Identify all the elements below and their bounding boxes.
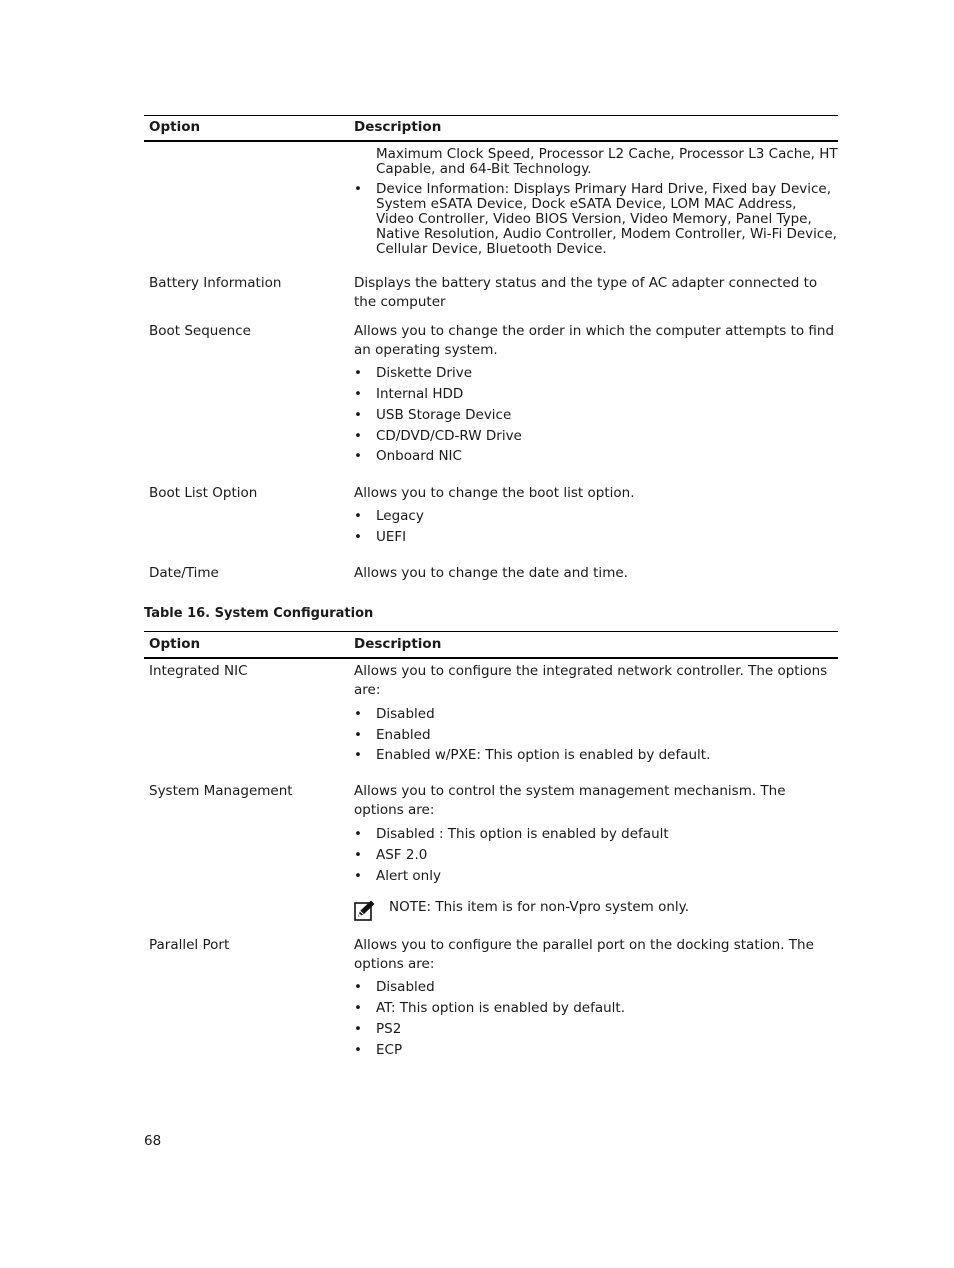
list-item: Disabled — [376, 979, 435, 995]
list-item: Enabled — [376, 727, 431, 743]
list-item: UEFI — [376, 529, 407, 545]
column-header-description: Description — [354, 636, 442, 652]
column-header-description: Description — [354, 119, 442, 135]
option-battery-information: Battery Information — [149, 275, 282, 291]
description-boot-sequence: Allows you to change the order in which the computer attempts to find an operating system. — [354, 323, 835, 358]
note — [389, 898, 689, 917]
option-parallel-port: Parallel Port — [149, 937, 230, 953]
list-item: Disabled : This option is enabled by default — [376, 826, 669, 842]
list-item: Legacy — [376, 508, 424, 524]
note-text: This item is for non-Vpro system only. — [435, 899, 690, 915]
bullet-icon: • — [354, 847, 362, 863]
table-top-rule — [144, 115, 838, 116]
table-caption: Table 16. System Configuration — [144, 606, 374, 621]
list-item: USB Storage Device — [376, 407, 512, 423]
bullet-icon: • — [354, 1042, 362, 1058]
header-bottom-rule — [144, 140, 838, 142]
bullet-icon: • — [354, 826, 362, 842]
bullet-icon: • — [354, 407, 362, 423]
list-item: CD/DVD/CD-RW Drive — [376, 428, 522, 444]
description-parallel-port: Allows you to configure the parallel port on the docking station. The options are: — [354, 937, 814, 972]
header-bottom-rule — [144, 657, 838, 659]
option-system-management: System Management — [149, 783, 293, 799]
option-date-time: Date/Time — [149, 565, 219, 581]
description-integrated-nic: Allows you to configure the integrated network controller. The options are: — [354, 663, 828, 698]
description-date-time: Allows you to change the date and time. — [354, 565, 628, 581]
bullet-icon: • — [354, 529, 362, 545]
list-item: ECP — [376, 1042, 403, 1058]
bullet-icon: • — [354, 706, 362, 722]
list-item: AT: This option is enabled by default. — [376, 1000, 625, 1016]
bullet-icon: • — [354, 727, 362, 743]
list-item: Onboard NIC — [376, 448, 462, 464]
column-header-option: Option — [149, 636, 201, 652]
description-battery-information: Displays the battery status and the type of AC adapter connected to the computer — [354, 275, 818, 310]
bullet-icon: • — [354, 448, 362, 464]
bullet-icon: • — [354, 747, 362, 763]
list-item: Alert only — [376, 868, 441, 884]
list-item: Internal HDD — [376, 386, 464, 402]
note-label: NOTE: — [389, 899, 432, 915]
list-item: PS2 — [376, 1021, 402, 1037]
bullet-icon: • — [354, 428, 362, 444]
table-top-rule — [144, 631, 838, 632]
bullet-icon: • — [354, 181, 362, 197]
bullet-icon: • — [354, 979, 362, 995]
option-integrated-nic: Integrated NIC — [149, 663, 248, 679]
description-boot-list: Allows you to change the boot list option. — [354, 485, 635, 501]
list-item: Enabled w/PXE: This option is enabled by default. — [376, 747, 711, 763]
bullet-icon: • — [354, 508, 362, 524]
list-item: ASF 2.0 — [376, 847, 428, 863]
option-boot-sequence: Boot Sequence — [149, 323, 251, 339]
list-item: Diskette Drive — [376, 365, 472, 381]
list-item: Maximum Clock Speed, Processor L2 Cache, Processor L3 Cache, HT Capable, and 64-Bit Technology. — [376, 146, 838, 177]
option-boot-list: Boot List Option — [149, 485, 258, 501]
bullet-icon: • — [354, 1000, 362, 1016]
bullet-icon: • — [354, 1021, 362, 1037]
bullet-icon: • — [354, 386, 362, 402]
column-header-option: Option — [149, 119, 201, 135]
bullet-icon: • — [354, 365, 362, 381]
description-system-management: Allows you to control the system management mechanism. The options are: — [354, 783, 786, 818]
note-pencil-icon — [354, 899, 376, 921]
list-item: Disabled — [376, 706, 435, 722]
bullet-icon: • — [354, 868, 362, 884]
page-number: 68 — [144, 1133, 162, 1149]
list-item: Device Information: Displays Primary Hard Drive, Fixed bay Device, System eSATA Device, Dock eSATA Device, LOM MAC Address, Video Controller, Video BIOS Version, Video Memory, Panel Type, Native Resolution, Audio Controller, Modem Controller, Wi-Fi Device, Cellular Device, Bluetooth Device. — [376, 181, 837, 257]
